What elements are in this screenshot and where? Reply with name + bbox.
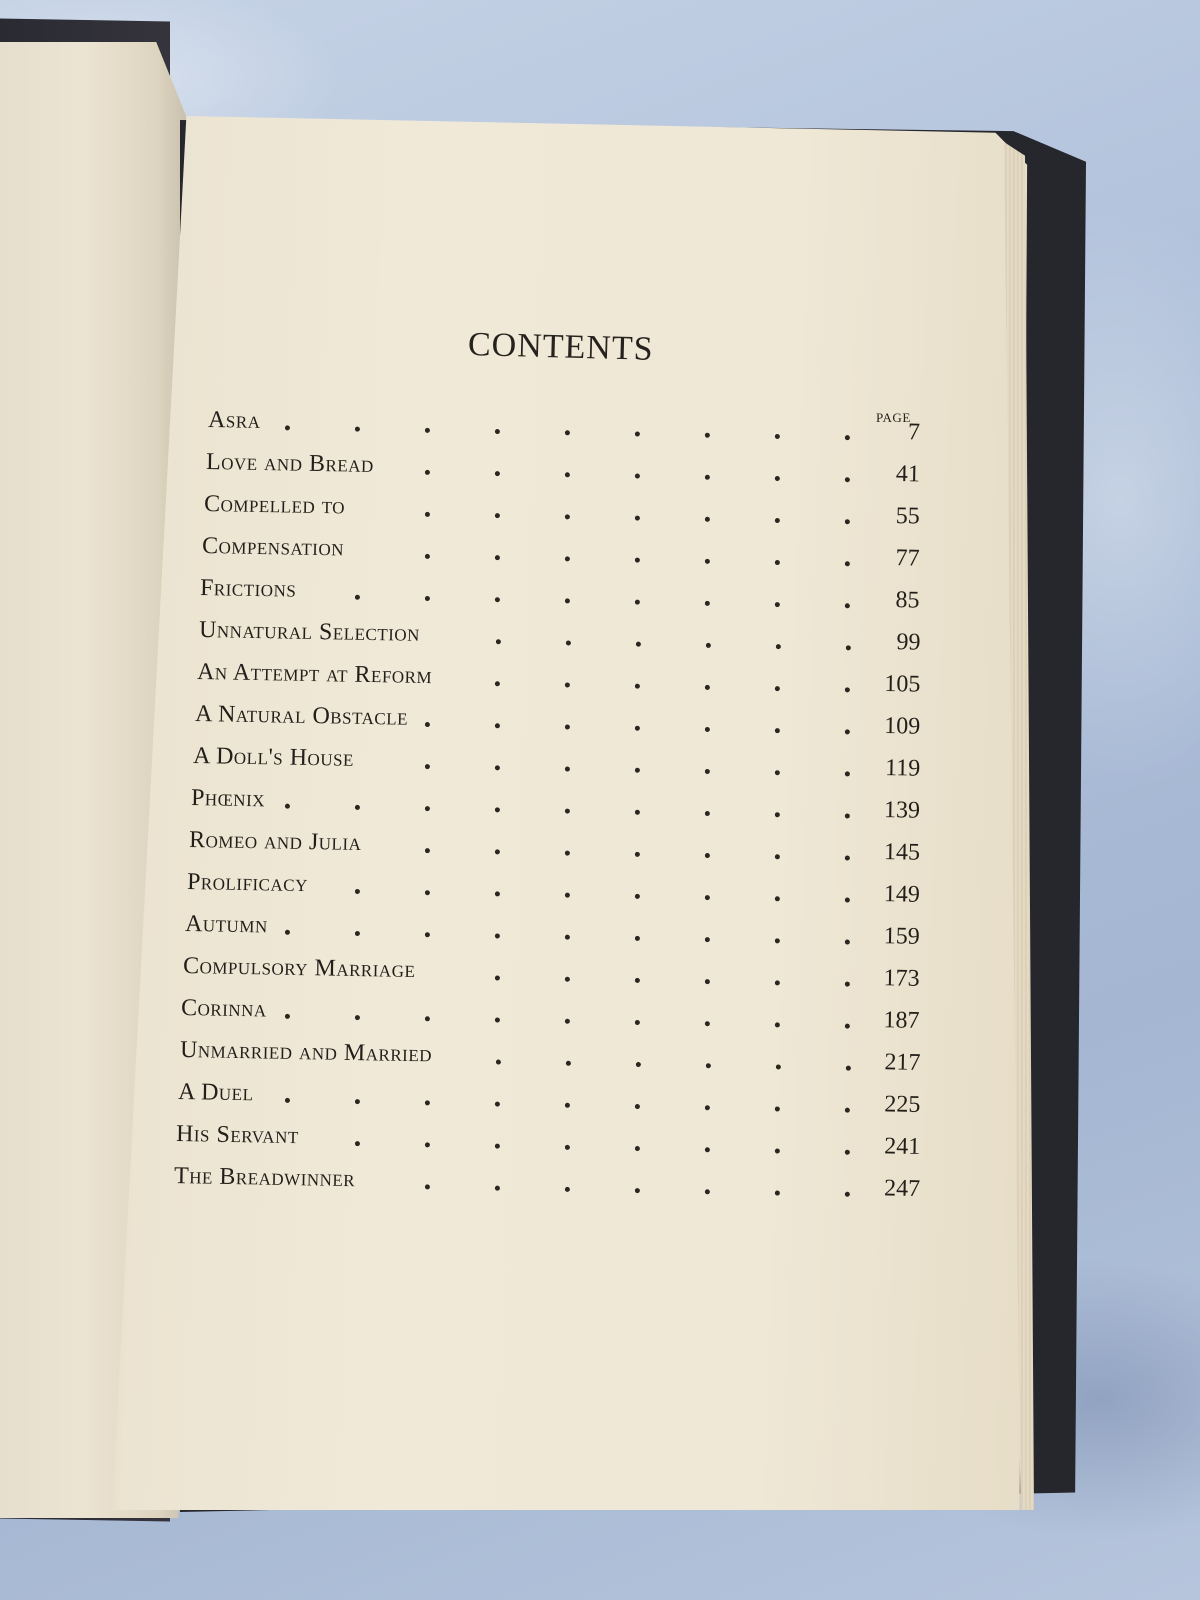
leader-dot xyxy=(495,639,500,644)
leader-dot xyxy=(285,425,290,430)
leader-dot xyxy=(565,556,570,561)
leader-dot xyxy=(425,722,430,727)
toc-entry-title: An Attempt at Reform xyxy=(196,659,432,690)
leader-dot xyxy=(355,931,360,936)
leader-dot xyxy=(845,1024,850,1029)
leader-dot xyxy=(425,932,430,937)
toc-entry-page: 119 xyxy=(884,755,921,782)
leader-dot xyxy=(565,724,570,729)
leader-dot xyxy=(565,598,570,603)
toc-entry-page: 85 xyxy=(895,587,921,614)
leader-dot xyxy=(495,1102,500,1107)
leader-dot xyxy=(775,686,780,691)
leader-dot xyxy=(425,806,430,811)
leader-dot xyxy=(635,558,640,563)
leader-dot xyxy=(425,1016,430,1021)
toc-entry-title: Frictions xyxy=(200,575,297,603)
leader-dot xyxy=(565,935,570,940)
toc-entry-page: 187 xyxy=(883,1007,921,1034)
leader-dot xyxy=(495,1017,500,1022)
toc-entry-title: The Breadwinner xyxy=(173,1163,356,1193)
leader-dot xyxy=(355,595,360,600)
leader-dot xyxy=(705,811,710,816)
leader-dot xyxy=(845,813,850,818)
leader-dot xyxy=(705,895,710,900)
toc-entry-title: Compensation xyxy=(202,533,345,562)
leader-dot xyxy=(845,435,850,440)
leader-dot xyxy=(565,809,570,814)
toc-entry-title: Asra xyxy=(207,407,261,434)
leader-dot xyxy=(425,848,430,853)
leader-dot xyxy=(425,512,430,517)
leader-dot xyxy=(705,937,710,942)
toc-entry-title: Corinna xyxy=(181,995,268,1023)
leader-dot xyxy=(635,1146,640,1151)
leader-dot xyxy=(705,1189,710,1194)
leader-dot xyxy=(845,1066,850,1071)
leader-dot xyxy=(495,429,500,434)
leader-dot xyxy=(635,726,640,731)
toc-entry-title: Unmarried and Married xyxy=(179,1037,432,1068)
leader-dot xyxy=(775,434,780,439)
leader-dot xyxy=(705,517,710,522)
leader-dot xyxy=(495,765,500,770)
leader-dot xyxy=(845,519,850,524)
leader-dot xyxy=(775,518,780,523)
toc-entry-title: Autumn xyxy=(185,911,269,939)
toc-entry-title: Phœnix xyxy=(190,785,266,813)
toc-entry-page: 77 xyxy=(895,545,921,572)
leader-dot xyxy=(705,769,710,774)
leader-dot xyxy=(845,855,850,860)
leader-dot xyxy=(495,681,500,686)
leader-dot xyxy=(845,561,850,566)
leader-dot xyxy=(425,596,430,601)
toc-entry-title: A Doll's House xyxy=(192,743,354,772)
leader-dot xyxy=(425,1100,430,1105)
toc-entry-page: 55 xyxy=(895,503,921,530)
leader-dot xyxy=(425,428,430,433)
leader-dot xyxy=(845,645,850,650)
leader-dot xyxy=(565,1103,570,1108)
leader-dot xyxy=(565,472,570,477)
leader-dot xyxy=(775,1064,780,1069)
toc-entry-page: 217 xyxy=(883,1049,921,1076)
leader-dot xyxy=(705,1147,710,1152)
leader-dot xyxy=(775,1190,780,1195)
leader-dot xyxy=(775,644,780,649)
leader-dot xyxy=(775,812,780,817)
leader-dot xyxy=(495,1144,500,1149)
toc-entry-title: A Natural Obstacle xyxy=(194,701,408,731)
leader-dot xyxy=(635,1104,640,1109)
toc-entry-page: 109 xyxy=(883,713,921,740)
leader-dot xyxy=(355,1141,360,1146)
toc-entry-page: 241 xyxy=(883,1133,921,1160)
leader-dot xyxy=(705,727,710,732)
leader-dot xyxy=(495,1060,500,1065)
leader-dot xyxy=(495,597,500,602)
leader-dot xyxy=(495,723,500,728)
leader-dot xyxy=(495,975,500,980)
page-column-label: PAGE xyxy=(876,410,911,425)
leader-dot xyxy=(775,896,780,901)
toc-entry-page: 247 xyxy=(883,1175,921,1203)
toc-entry-page: 149 xyxy=(883,881,921,908)
toc-entry-title: Compelled to xyxy=(204,491,346,520)
leader-dot xyxy=(565,682,570,687)
leader-dot xyxy=(635,768,640,773)
leader-dot xyxy=(495,807,500,812)
leader-dot xyxy=(705,979,710,984)
toc-entry-page: 173 xyxy=(883,965,921,992)
leader-dot xyxy=(705,685,710,690)
leader-dot xyxy=(845,897,850,902)
leader-dot xyxy=(495,1186,500,1191)
leader-dot xyxy=(635,684,640,689)
leader-dot xyxy=(635,936,640,941)
leader-dot xyxy=(355,427,360,432)
leader-dot xyxy=(565,766,570,771)
leader-dot xyxy=(285,1014,290,1019)
toc-entry-title: Prolificacy xyxy=(186,869,309,898)
leader-dot xyxy=(845,1108,850,1113)
leader-dot xyxy=(635,431,640,436)
leader-dot xyxy=(565,893,570,898)
leader-dot xyxy=(425,764,430,769)
leader-dot xyxy=(495,471,500,476)
leader-dot xyxy=(845,1192,850,1197)
leader-dot xyxy=(775,1148,780,1153)
leader-dot xyxy=(705,1063,710,1068)
leader-dot xyxy=(705,433,710,438)
leader-dot xyxy=(635,516,640,521)
leader-dot xyxy=(775,476,780,481)
toc-entry-page: 159 xyxy=(883,923,921,950)
toc-entry-title: His Servant xyxy=(175,1121,299,1150)
toc-entry-title: Romeo and Julia xyxy=(188,827,362,857)
leader-dot xyxy=(355,805,360,810)
leader-dot xyxy=(705,475,710,480)
leader-dot xyxy=(635,978,640,983)
leader-dot xyxy=(635,473,640,478)
leader-dot xyxy=(845,729,850,734)
leader-dot xyxy=(845,940,850,945)
leader-dot xyxy=(565,1145,570,1150)
leader-dot xyxy=(425,1142,430,1147)
toc-entry-title: Compulsory Marriage xyxy=(183,953,416,984)
leader-dot xyxy=(565,1019,570,1024)
leader-dot xyxy=(495,891,500,896)
leader-dot xyxy=(705,601,710,606)
leader-dot xyxy=(495,513,500,518)
toc-entry-page: 139 xyxy=(883,797,921,824)
leader-dot xyxy=(565,514,570,519)
contents-heading: CONTENTS xyxy=(467,326,654,368)
leader-dot xyxy=(495,555,500,560)
leader-dot xyxy=(775,854,780,859)
leader-dot xyxy=(775,938,780,943)
leader-dot xyxy=(705,643,710,648)
leader-dot xyxy=(635,642,640,647)
leader-dot xyxy=(425,470,430,475)
leader-dot xyxy=(355,1015,360,1020)
leader-dot xyxy=(845,982,850,987)
leader-dot xyxy=(845,603,850,608)
leader-dot xyxy=(425,1184,430,1189)
leader-dot xyxy=(425,554,430,559)
leader-dot xyxy=(775,560,780,565)
leader-dot xyxy=(635,852,640,857)
leader-dot xyxy=(565,977,570,982)
leader-dot xyxy=(285,1098,290,1103)
leader-dot xyxy=(635,810,640,815)
leader-dot xyxy=(565,640,570,645)
toc-entry-title: Unnatural Selection xyxy=(198,617,420,647)
toc-entry-page: 145 xyxy=(883,839,921,866)
leader-dot xyxy=(565,851,570,856)
toc-entry-page: 7 xyxy=(907,419,921,446)
leader-dot xyxy=(635,600,640,605)
leader-dot xyxy=(635,1188,640,1193)
leader-dot xyxy=(845,1150,850,1155)
leader-dot xyxy=(495,849,500,854)
leader-dot xyxy=(845,771,850,776)
leader-dot xyxy=(775,1022,780,1027)
leader-dot xyxy=(775,602,780,607)
leader-dot xyxy=(355,1099,360,1104)
leader-dot xyxy=(775,1106,780,1111)
toc-entry-title: A Duel xyxy=(177,1079,254,1107)
leader-dot xyxy=(635,894,640,899)
leader-dot xyxy=(635,1062,640,1067)
toc-entry-page: 41 xyxy=(895,461,921,488)
leader-dot xyxy=(635,1020,640,1025)
leader-dot xyxy=(845,687,850,692)
toc-entry-page: 99 xyxy=(895,629,921,656)
leader-dot xyxy=(565,1187,570,1192)
leader-dot xyxy=(775,770,780,775)
leader-dot xyxy=(355,889,360,894)
leader-dot xyxy=(705,1021,710,1026)
leader-dot xyxy=(285,930,290,935)
leader-dot xyxy=(565,1061,570,1066)
leader-dot xyxy=(845,477,850,482)
leader-dot xyxy=(495,933,500,938)
leader-dot xyxy=(775,728,780,733)
leader-dot xyxy=(565,430,570,435)
leader-dot xyxy=(705,559,710,564)
leader-dot xyxy=(425,890,430,895)
leader-dot xyxy=(775,980,780,985)
toc-entry-title: Love and Bread xyxy=(205,449,375,478)
toc-entry-page: 225 xyxy=(883,1091,921,1118)
leader-dot xyxy=(285,804,290,809)
toc-entry-page: 105 xyxy=(883,670,921,698)
leader-dot xyxy=(705,1105,710,1110)
leader-dot xyxy=(705,853,710,858)
